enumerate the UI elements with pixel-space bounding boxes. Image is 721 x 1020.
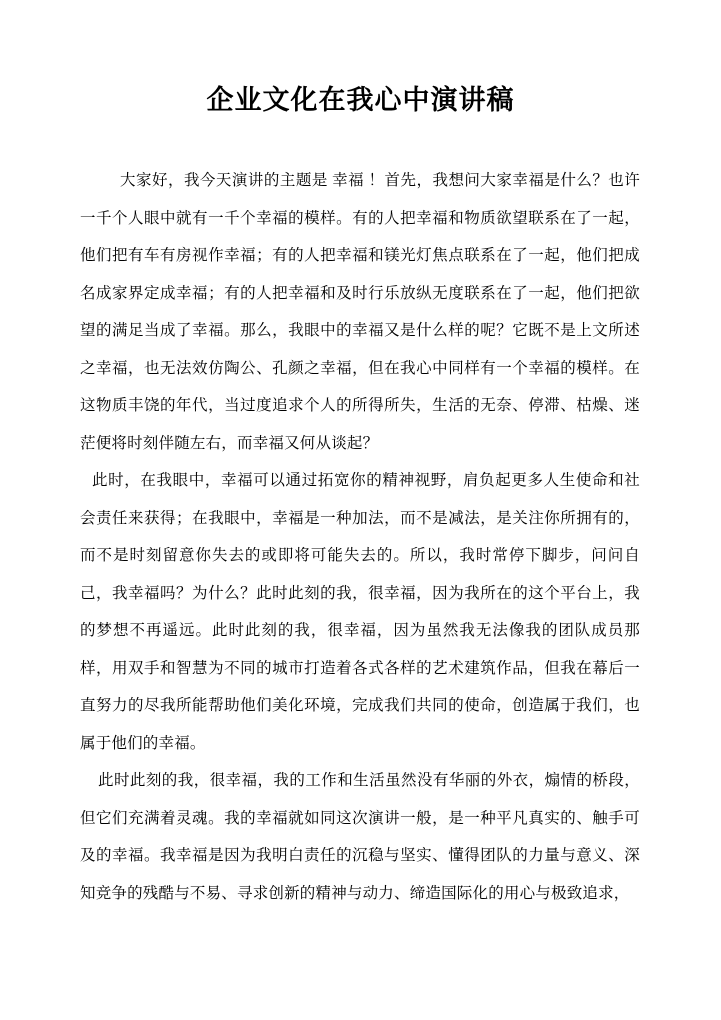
paragraph-3: 此时此刻的我，很幸福，我的工作和生活虽然没有华丽的外衣，煽情的桥段，但它们充满着灵魂。我的幸福就如同这次演讲一般，是一种平凡真实的、触手可及的幸福。我幸福是因为我明白责任的沉稳与坚实、懂得团队的力量与意义、深知竞争的残酷与不易、寻求创新的精神与动力、缔造国际化的用心与极致追求，: [80, 772, 640, 902]
paragraph-1: 大家好，我今天演讲的主题是 幸福 ！首先，我想问大家幸福是什么？也许一千个人眼中就有一千个幸福的模样。有的人把幸福和物质欲望联系在了一起，他们把有车有房视作幸福；有的人把幸福和镁光灯焦点联系在了一起，他们把成名成家界定成幸福；有的人把幸福和及时行乐放纵无度联系在了一起，他们把欲望的满足当成了幸福。那么，我眼中的幸福又是什么样的呢？它既不是上文所述之幸福，也无法效仿陶公、孔颜之幸福，但在我心中同样有一个幸福的模样。在这物质丰饶的年代，当过度追求个人的所得所失，生活的无奈、停滞、枯燥、迷茫便将时刻伴随左右，而幸福又何从谈起？: [80, 172, 640, 452]
paragraph-2: 此时，在我眼中，幸福可以通过拓宽你的精神视野，肩负起更多人生使命和社会责任来获得；在我眼中，幸福是一种加法，而不是减法，是关注你所拥有的，而不是时刻留意你失去的或即将可能失去的。所以，我时常停下脚步，问问自己，我幸福吗？为什么？此时此刻的我，很幸福，因为我所在的这个平台上，我的梦想不再遥远。此时此刻的我，很幸福，因为虽然我无法像我的团队成员那样，用双手和智慧为不同的城市打造着各式各样的艺术建筑作品，但我在幕后一直努力的尽我所能帮助他们美化环境，完成我们共同的使命，创造属于我们，也属于他们的幸福。: [80, 472, 640, 752]
document-title: 企业文化在我心中演讲稿: [206, 85, 515, 115]
document-body: [80, 162, 640, 912]
